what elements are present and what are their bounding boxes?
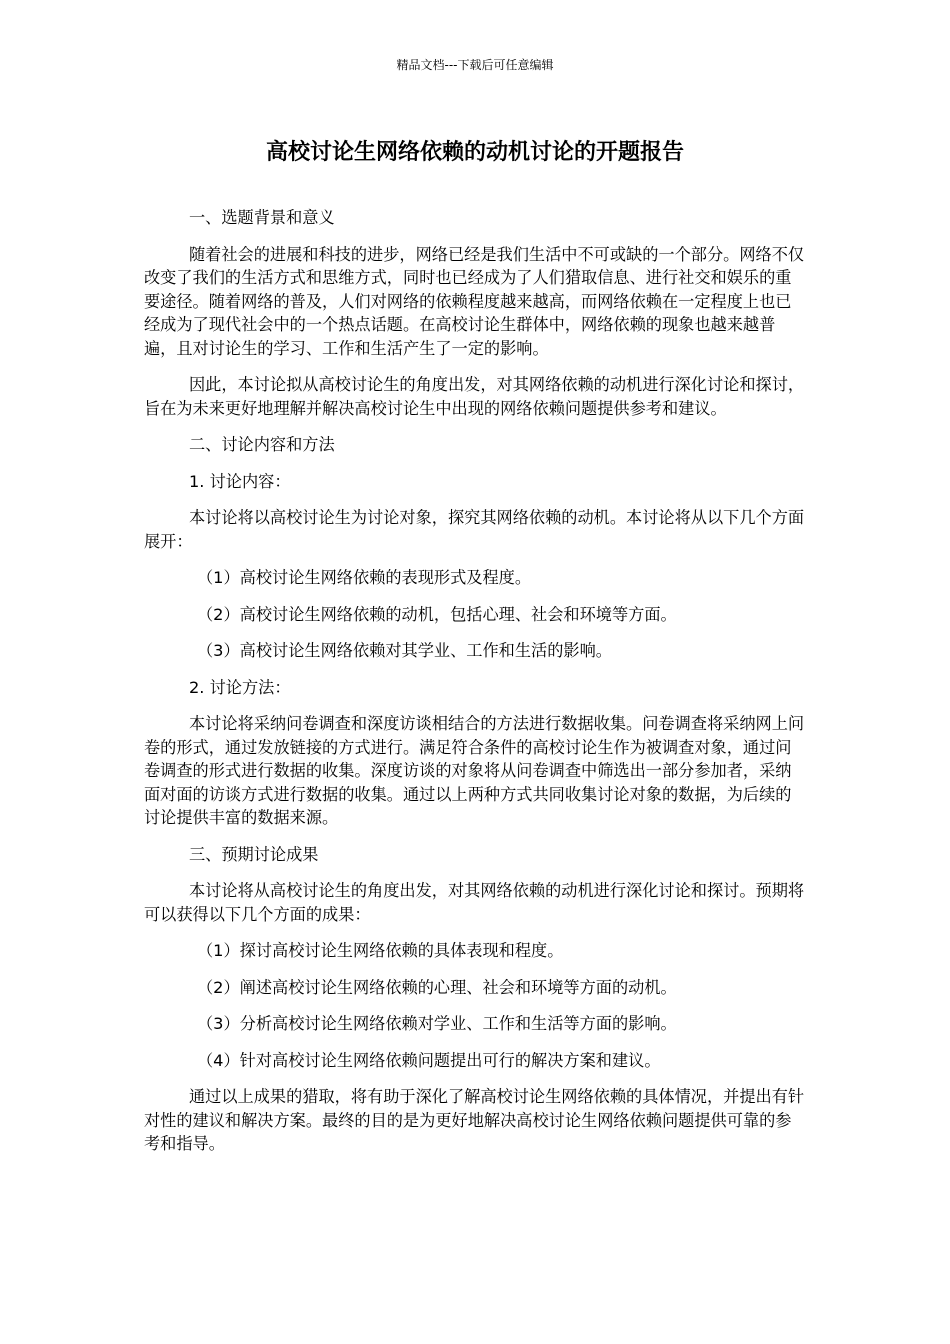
- background-paragraph-2: 因此，本讨论拟从高校讨论生的角度出发，对其网络依赖的动机进行深化讨论和探讨，旨在为未来更好地理解并解决高校讨论生中出现的网络依赖问题提供参考和建议。: [144, 375, 805, 418]
- list-item: （3）分析高校讨论生网络依赖对学业、工作和生活等方面的影响。: [197, 1014, 677, 1033]
- results-paragraph-2: 通过以上成果的猎取，将有助于深化了解高校讨论生网络依赖的具体情况，并提出有针对性的建议和解决方案。最终的目的是为更好地解决高校讨论生网络依赖问题提供可靠的参考和指导。: [144, 1087, 805, 1153]
- header-note: 精品文档---下载后可任意编辑: [396, 58, 554, 72]
- document-body: [144, 206, 806, 1169]
- section-heading-expected-results: 三、预期讨论成果: [189, 844, 319, 864]
- list-item: （1）探讨高校讨论生网络依赖的具体表现和程度。: [197, 941, 564, 960]
- list-item: （2）阐述高校讨论生网络依赖的心理、社会和环境等方面的动机。: [197, 977, 677, 997]
- method-paragraph: 本讨论将采纳问卷调查和深度访谈相结合的方法进行数据收集。问卷调查将采纳网上问卷的形式，通过发放链接的方式进行。满足符合条件的高校讨论生作为被调查对象，通过问卷调查的形式进行数据的收集。深度访谈的对象将从问卷调查中筛选出一部分参加者，采纳面对面的访谈方式进行数据的收集。通过以上两种方式共同收集讨论对象的数据，为后续的讨论提供丰富的数据来源。: [144, 714, 805, 827]
- results-paragraph-1: 本讨论将从高校讨论生的角度出发，对其网络依赖的动机进行深化讨论和探讨。预期将可以获得以下几个方面的成果：: [144, 881, 805, 924]
- section-heading-content-method: 二、讨论内容和方法: [189, 435, 335, 454]
- list-item: （3）高校讨论生网络依赖对其学业、工作和生活的影响。: [197, 641, 612, 660]
- subheading-method: 2. 讨论方法：: [189, 677, 291, 697]
- section-heading-background: 一、选题背景和意义: [189, 208, 335, 227]
- document-title: 高校讨论生网络依赖的动机讨论的开题报告: [265, 140, 684, 165]
- list-item: （1）高校讨论生网络依赖的表现形式及程度。: [197, 568, 532, 587]
- list-item: （4）针对高校讨论生网络依赖问题提出可行的解决方案和建议。: [197, 1050, 661, 1070]
- list-item: （2）高校讨论生网络依赖的动机，包括心理、社会和环境等方面。: [197, 604, 677, 624]
- background-paragraph-1: 随着社会的进展和科技的进步，网络已经是我们生活中不可或缺的一个部分。网络不仅改变了我们的生活方式和思维方式，同时也已经成为了人们猎取信息、进行社交和娱乐的重要途径。随着网络的普及，人们对网络的依赖程度越来越高，而网络依赖在一定程度上也已经成为了现代社会中的一个热点话题。在高校讨论生群体中，网络依赖的现象也越来越普遍，且对讨论生的学习、工作和生活产生了一定的影响。: [144, 244, 805, 358]
- content-paragraph: 本讨论将以高校讨论生为讨论对象，探究其网络依赖的动机。本讨论将从以下几个方面展开：: [144, 508, 805, 551]
- subheading-content: 1. 讨论内容：: [189, 471, 291, 491]
